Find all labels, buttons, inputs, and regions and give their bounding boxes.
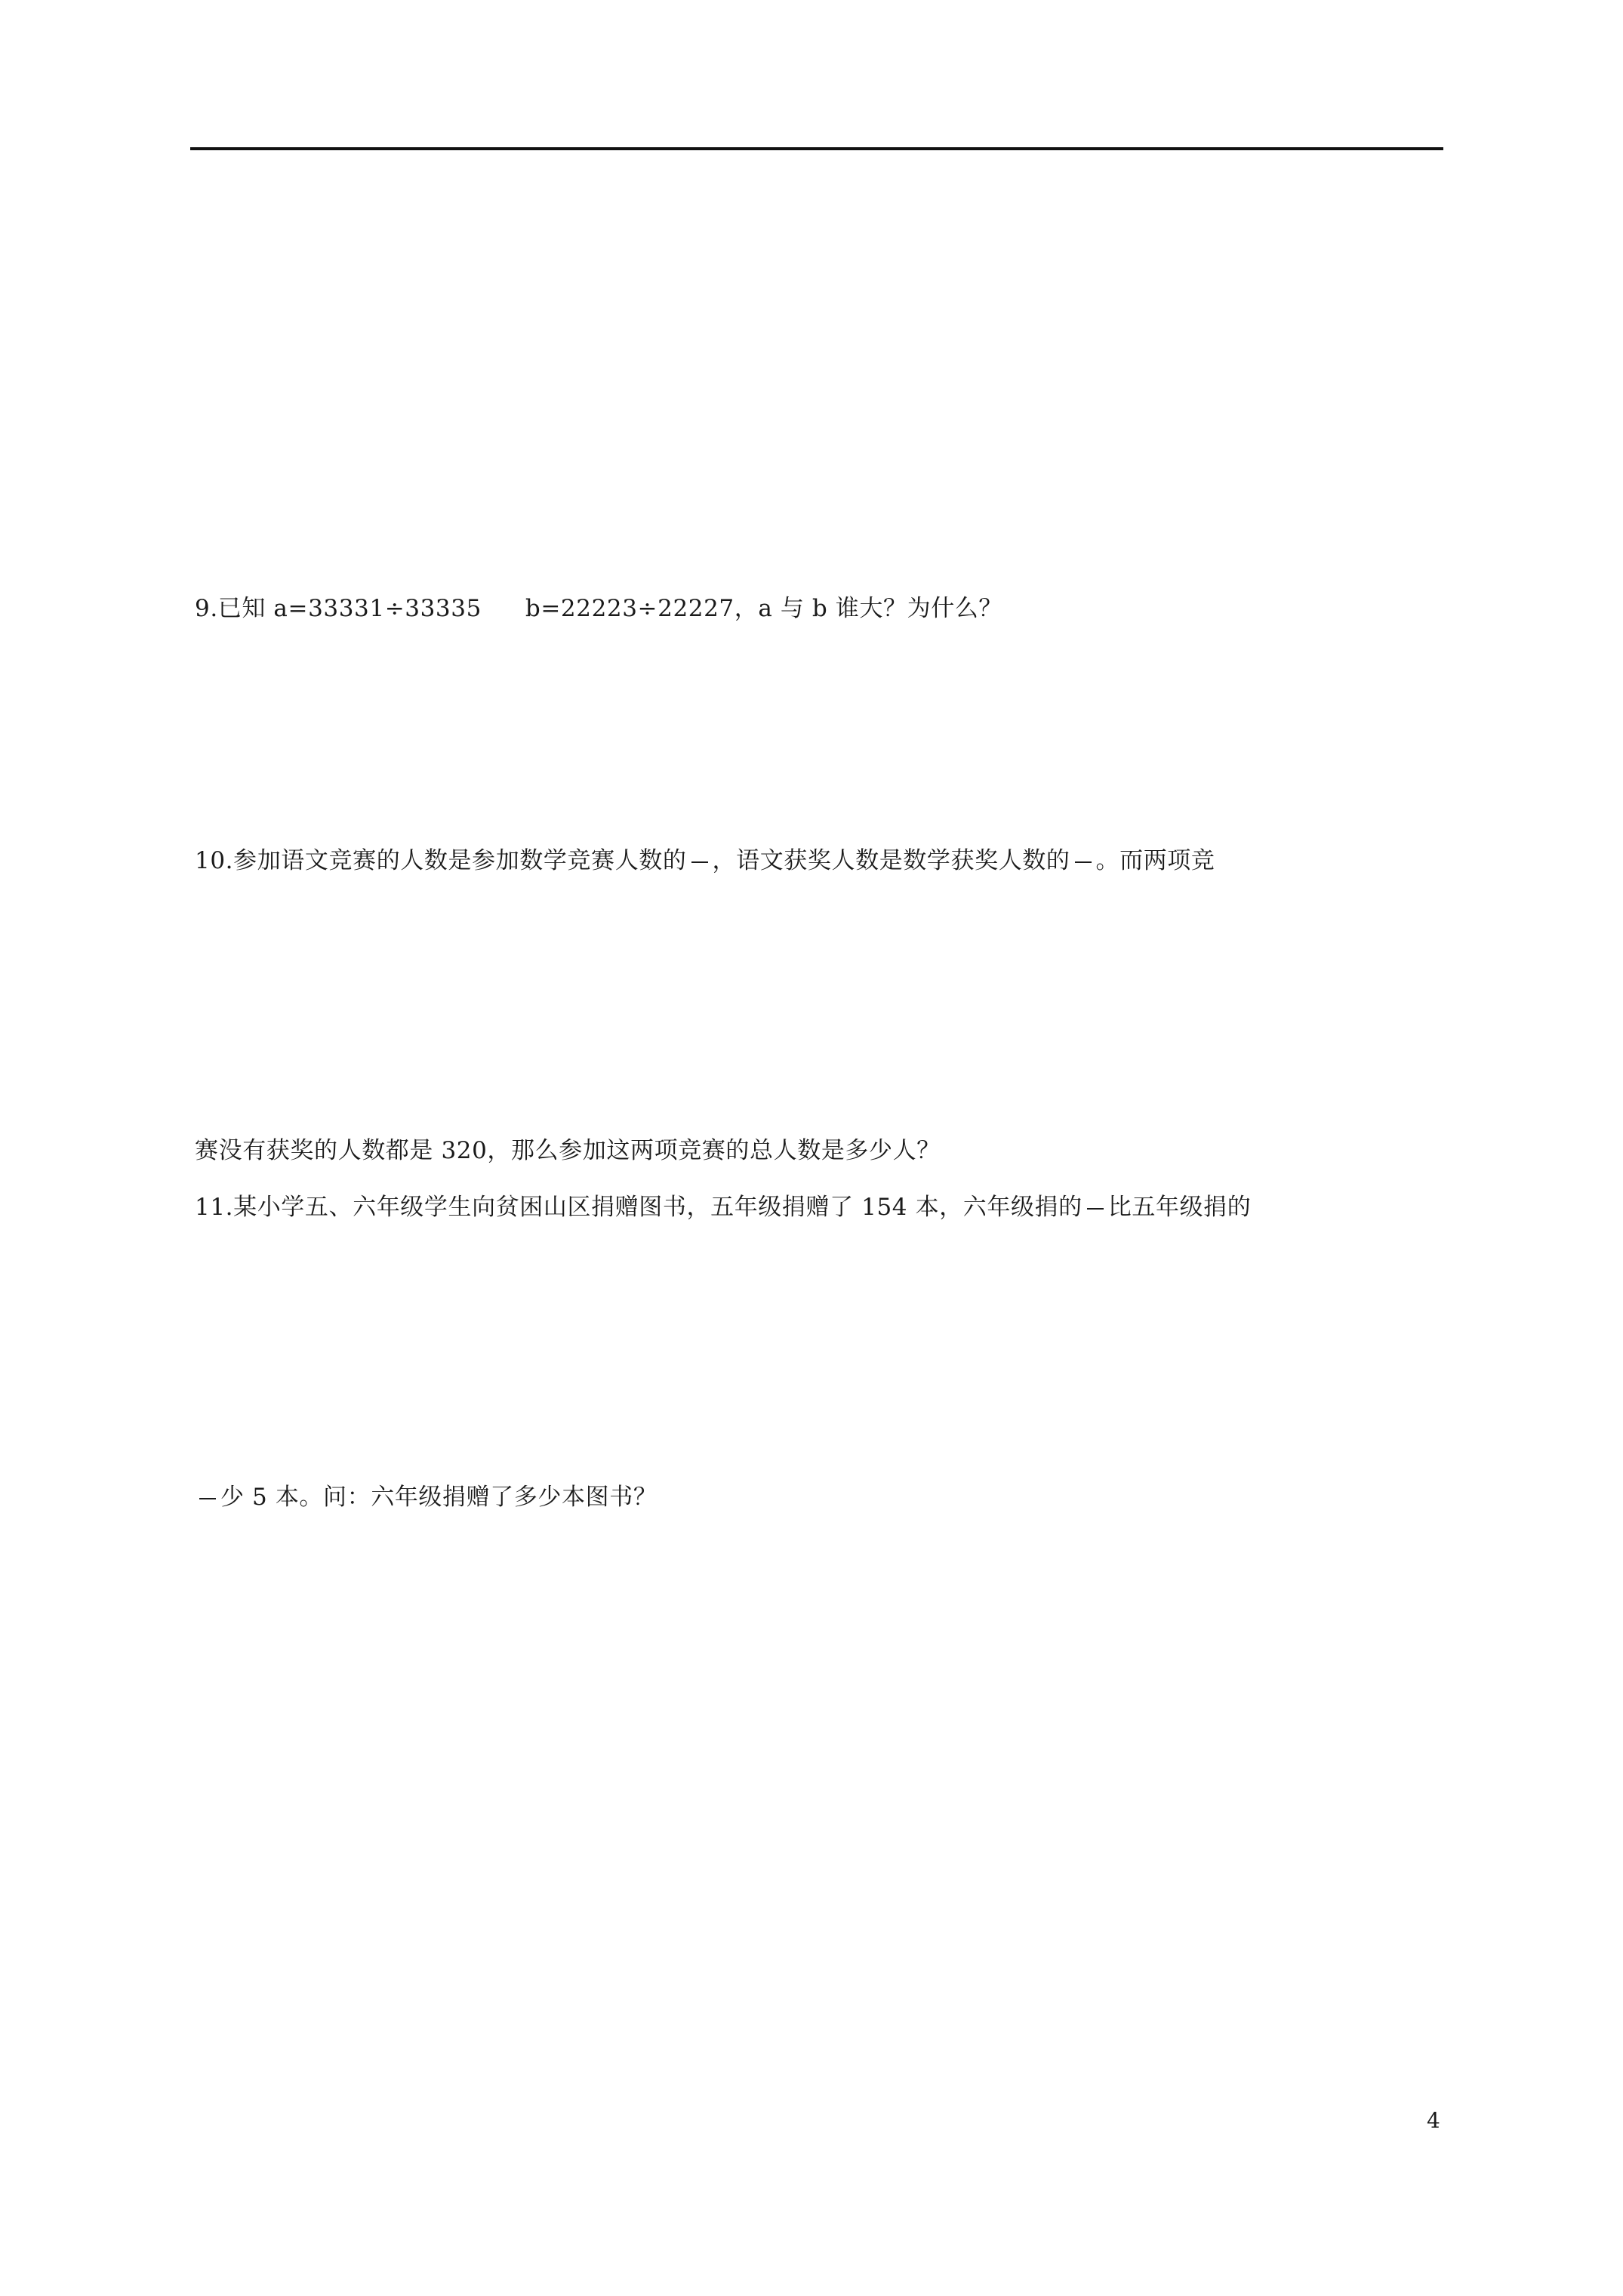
question-11	[195, 966, 1440, 1642]
page-number: 4	[1427, 2108, 1440, 2133]
fraction-placeholder	[1087, 1208, 1104, 1210]
question-10-line-2: 赛没有获奖的人数都是 320，那么参加这两项竞赛的总人数是多少人？	[195, 1137, 941, 1164]
question-11-text-c: 少 5 本。问：六年级捐赠了多少本图书？	[220, 1484, 658, 1511]
fraction-placeholder	[1075, 861, 1092, 863]
question-11-line-1	[195, 1159, 1440, 1256]
question-11-line-2	[195, 1449, 1440, 1546]
question-10-line-1	[195, 812, 1440, 909]
question-10-text-c: 。而两项竞	[1095, 847, 1215, 874]
question-11-text-b: 比五年级捐的	[1107, 1194, 1252, 1221]
header-rule	[190, 147, 1443, 150]
fraction-placeholder	[691, 861, 708, 863]
fraction-placeholder	[199, 1498, 216, 1499]
question-11-text-a: 11.某小学五、六年级学生向贫困山区捐赠图书，五年级捐赠了 154 本，六年级捐的	[195, 1194, 1083, 1221]
question-10-text-a: 10.参加语文竞赛的人数是参加数学竞赛人数的	[195, 847, 687, 874]
question-10-text-b: ，语文获奖人数是数学获奖人数的	[712, 847, 1070, 874]
question-9-part-b: b=22223÷22227，a 与 b 谁大？为什么？	[525, 595, 1003, 622]
question-9-part-a: 9.已知 a=33331÷33335	[195, 595, 482, 622]
